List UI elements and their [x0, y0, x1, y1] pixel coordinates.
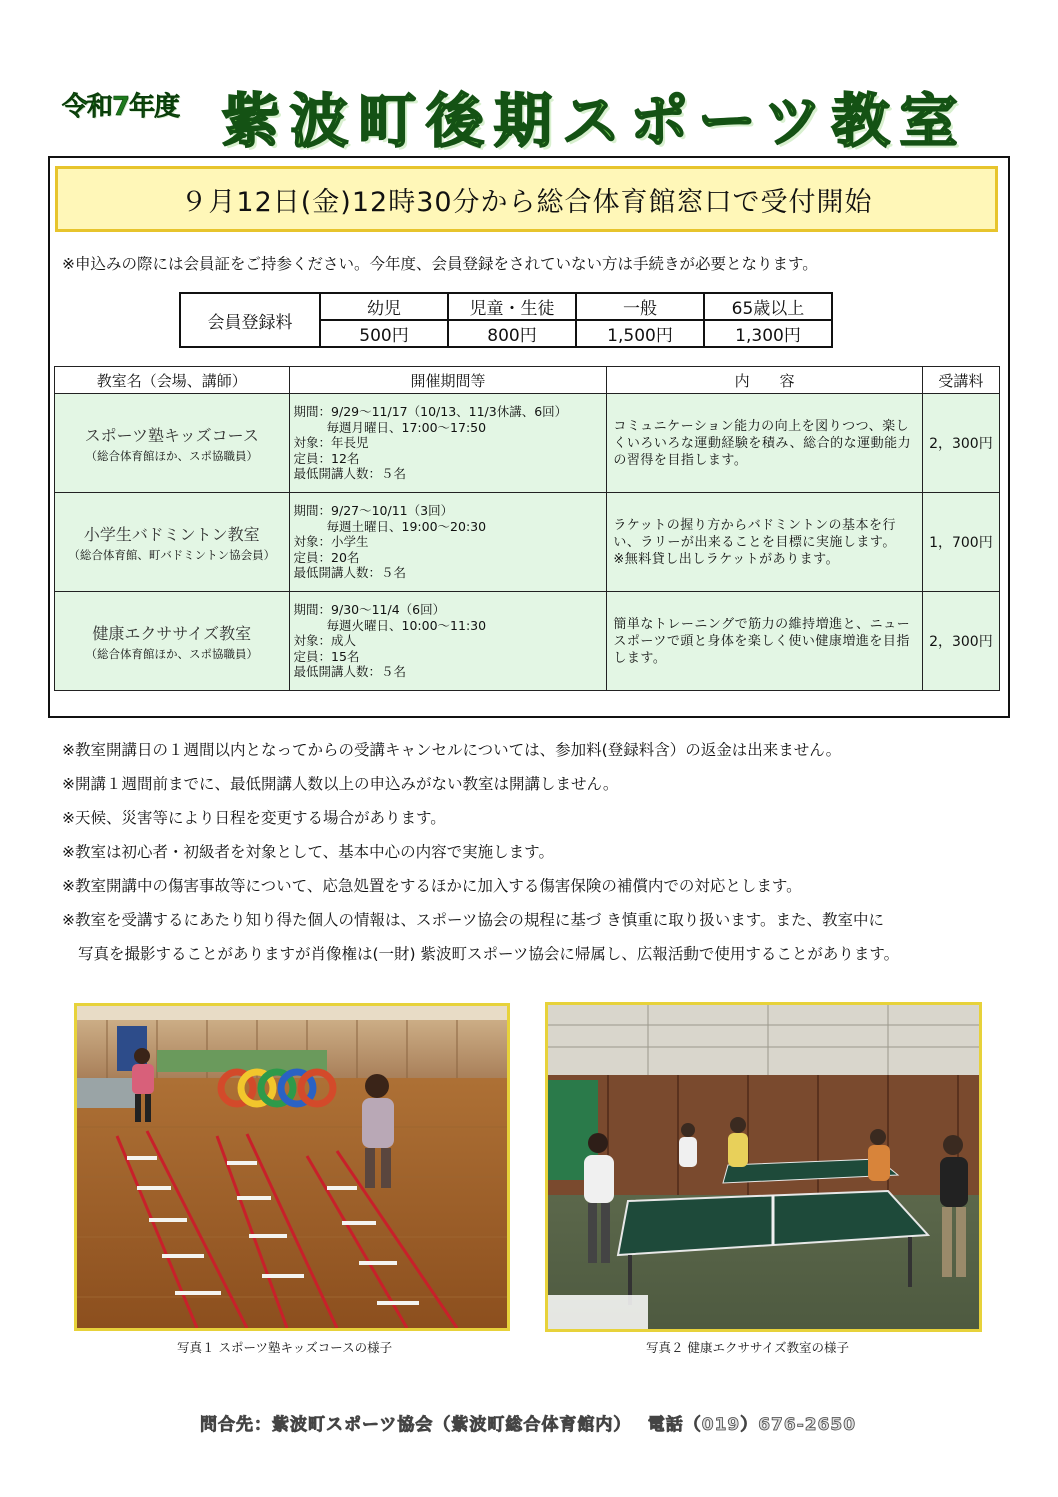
course-period: 期間：9/29～11/17（10/13、11/3休講、6回） — [293, 404, 568, 420]
course-name-cell — [55, 394, 290, 493]
column-header: 内 容 — [607, 367, 922, 394]
course-period-cell — [289, 394, 607, 493]
exercise-class-photo-image — [548, 1005, 979, 1329]
fee-category: 児童・生徒 — [448, 293, 576, 320]
course-minimum: 最低開講人数：５名 — [293, 565, 407, 581]
fee-amount: 1,500円 — [576, 320, 704, 347]
notice-item: ※天候、災害等により日程を変更する場合があります。 — [62, 809, 446, 827]
membership-note: ※申込みの際には会員証をご持参ください。今年度、会員登録をされていない方は手続きが必要となります。 — [62, 255, 818, 273]
course-capacity: 定員：12名 — [293, 450, 360, 466]
column-header: 開催期間等 — [289, 367, 607, 394]
course-name: 小学生バドミントン教室 — [83, 524, 260, 544]
banner-text: ９月12日(金)12時30分から総合体育館窓口で受付開始 — [180, 186, 873, 218]
course-content: コミュニケーション能力の向上を図りつつ、楽しくいろいろな運動経験を積み、総合的な運動能力の習得を目指します。 — [607, 394, 922, 493]
year-label: 令和7年度 — [62, 92, 180, 122]
course-minimum: 最低開講人数：５名 — [293, 466, 407, 482]
notice-item: ※教室を受講するにあたり知り得た個人の情報は、スポーツ協会の規程に基づ き慎重に取り扱います。また、教室中に — [62, 911, 885, 929]
course-capacity: 定員：20名 — [293, 549, 360, 565]
fee-label: 会員登録料 — [180, 293, 320, 347]
column-header: 受講料 — [922, 367, 999, 394]
notice-list — [62, 738, 1022, 976]
course-target: 対象：小学生 — [293, 534, 369, 550]
notice-item: ※教室は初心者・初級者を対象として、基本中心の内容で実施します。 — [62, 843, 554, 861]
table-row — [55, 394, 1000, 493]
photo-exercise-class — [545, 1002, 982, 1332]
membership-fee-table — [179, 292, 833, 348]
fee-amount: 1,300円 — [704, 320, 832, 347]
course-content-note: ※無料貸し出しラケットがあります。 — [613, 551, 840, 567]
course-period: 期間：9/30～11/4（6回） — [293, 602, 446, 618]
course-period: 期間：9/27～10/11（3回） — [293, 503, 454, 519]
course-period-cell — [289, 592, 607, 691]
course-fee: 2，300円 — [922, 394, 999, 493]
fee-category: 65歳以上 — [704, 293, 832, 320]
course-target: 対象：成人 — [293, 633, 357, 649]
photo-kids-course — [74, 1003, 510, 1331]
course-content: ラケットの握り方からバドミントンの基本を行い、ラリーが出来ることを目標に実施します。 — [613, 517, 896, 550]
notice-item: ※教室開講中の傷害事故等について、応急処置をするほかに加入する傷害保険の補償内での対応とします。 — [62, 877, 802, 895]
course-content: 簡単なトレーニングで筋力の維持増進と、ニュースポーツで頭と身体を楽しく使い健康増進を目指します。 — [607, 592, 922, 691]
course-period-cell — [289, 493, 607, 592]
course-venue: （総合体育館ほか、スポ協職員） — [85, 448, 259, 463]
page-title: 紫波町後期スポーツ教室 — [222, 87, 968, 155]
course-venue: （総合体育館、町バドミントン協会員） — [68, 547, 276, 562]
table-row — [55, 592, 1000, 691]
fee-category: 幼児 — [320, 293, 448, 320]
table-row — [55, 493, 1000, 592]
course-table — [54, 366, 1000, 691]
course-venue: （総合体育館ほか、スポ協職員） — [85, 646, 259, 661]
course-name: 健康エクササイズ教室 — [92, 623, 252, 643]
course-schedule: 毎週月曜日、17:00～17:50 — [326, 419, 487, 435]
fee-amount: 800円 — [448, 320, 576, 347]
notice-item: 写真を撮影することがありますが肖像権は(一財) 紫波町スポーツ協会に帰属し、広報活動で使用することがあります。 — [78, 945, 900, 963]
notice-item: ※開講１週間前までに、最低開講人数以上の申込みがない教室は開講しません。 — [62, 775, 619, 793]
photo-caption: 写真１ スポーツ塾キッズコースの様子 — [177, 1340, 393, 1355]
notice-item: ※教室開講日の１週間以内となってからの受講キャンセルについては、参加料(登録料含）の返金は出来ません。 — [62, 741, 842, 759]
course-name-cell — [55, 592, 290, 691]
course-fee: 1，700円 — [922, 493, 999, 592]
registration-banner — [55, 166, 998, 232]
course-content-cell — [607, 493, 922, 592]
course-name-cell — [55, 493, 290, 592]
fee-amount: 500円 — [320, 320, 448, 347]
contact-info: 問合先：紫波町スポーツ協会（紫波町総合体育館内） 電話（019）676-2650 — [200, 1415, 857, 1435]
course-capacity: 定員：15名 — [293, 648, 360, 664]
course-minimum: 最低開講人数：５名 — [293, 664, 407, 680]
course-schedule: 毎週土曜日、19:00～20:30 — [326, 518, 487, 534]
fee-category: 一般 — [576, 293, 704, 320]
course-name: スポーツ塾キッズコース — [84, 425, 259, 445]
course-fee: 2，300円 — [922, 592, 999, 691]
course-target: 対象：年長児 — [293, 435, 369, 451]
photo-caption: 写真２ 健康エクササイズ教室の様子 — [646, 1340, 849, 1355]
column-header: 教室名（会場、講師） — [55, 367, 290, 394]
course-schedule: 毎週火曜日、10:00～11:30 — [326, 617, 487, 633]
kids-course-photo-image — [77, 1006, 507, 1328]
